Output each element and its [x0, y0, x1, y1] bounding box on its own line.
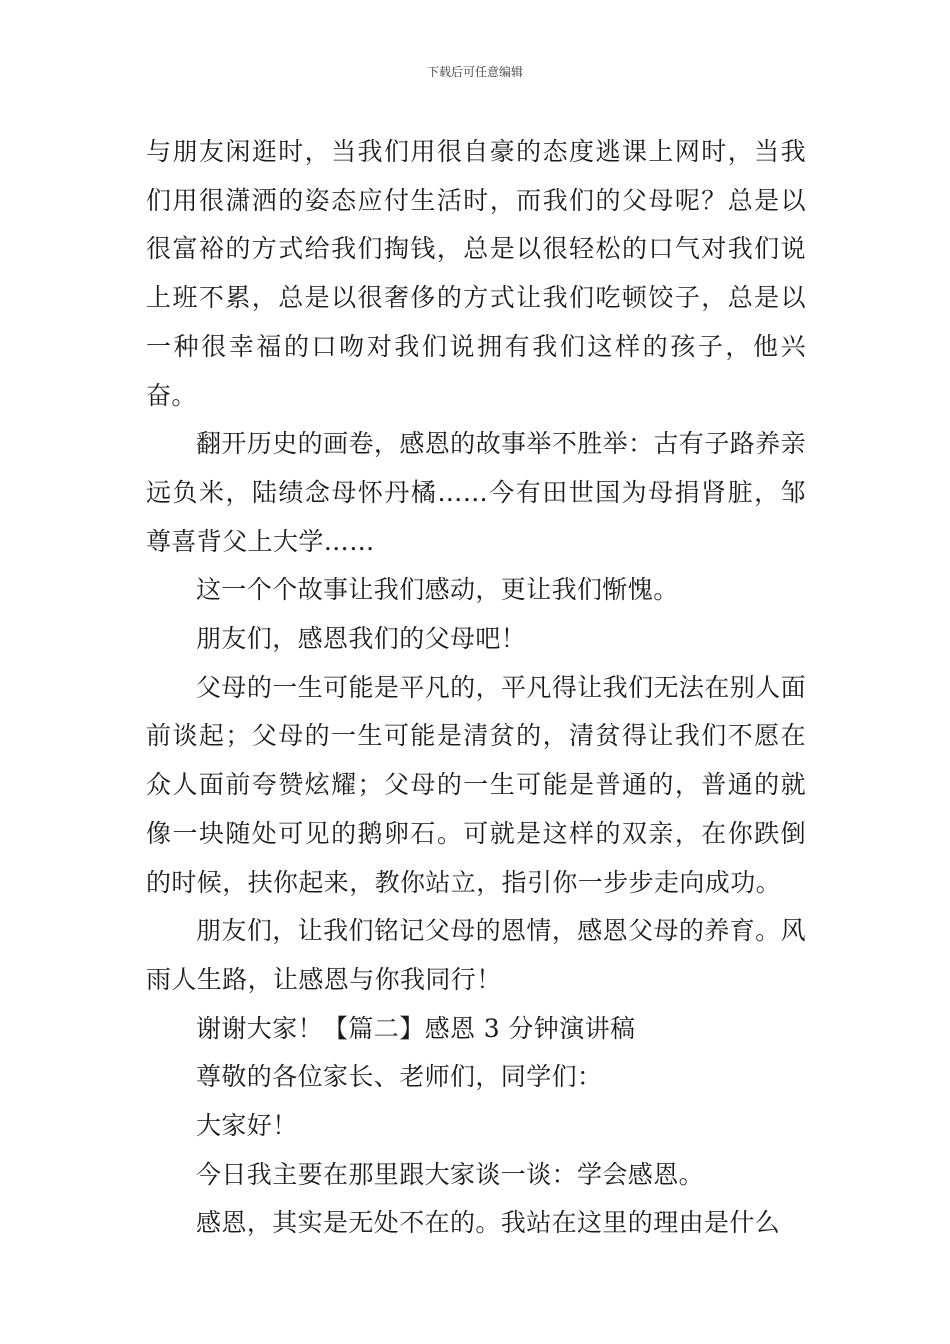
paragraph: 感恩，其实是无处不在的。我站在这里的理由是什么 [196, 1208, 781, 1238]
paragraph: 尊敬的各位家长、老师们，同学们： [196, 1062, 603, 1092]
page-header-note: 下载后可任意编辑 [426, 65, 523, 79]
paragraph: 谢谢大家！【篇二】感恩 3 分钟演讲稿 [196, 1013, 636, 1043]
paragraph: 这一个个故事让我们感动，更让我们惭愧。 [196, 575, 679, 605]
paragraph: 翻开历史的画卷，感恩的故事举不胜举：古有子路养亲远负米，陆绩念母怀丹橘……今有田世国为母捐肾脏，邹尊喜背父上大学…… [146, 429, 806, 556]
paragraph: 父母的一生可能是平凡的，平凡得让我们无法在别人面前谈起；父母的一生可能是清贫的，清贫得让我们不愿在众人面前夸赞炫耀；父母的一生可能是普通的，普通的就像一块随处可见的鹅卵石。可就是这样的双亲，在你跌倒的时候，扶你起来，教你站立，指引你一步步走向成功。 [146, 672, 806, 897]
paragraph: 朋友们，感恩我们的父母吧！ [196, 624, 527, 654]
paragraph: 今日我主要在那里跟大家谈一谈：学会感恩。 [196, 1159, 705, 1189]
paragraph: 大家好！ [196, 1111, 298, 1141]
paragraph: 朋友们，让我们铭记父母的恩情，感恩父母的养育。风雨人生路，让感恩与你我同行！ [146, 916, 806, 994]
paragraph: 与朋友闲逛时，当我们用很自豪的态度逃课上网时，当我们用很潇洒的姿态应付生活时，而我们的父母呢？总是以很富裕的方式给我们掏钱，总是以很轻松的口气对我们说上班不累，总是以很奢侈的方式让我们吃顿饺子，总是以一种很幸福的口吻对我们说拥有我们这样的孩子，他兴奋。 [146, 137, 806, 410]
document-body [146, 128, 806, 1248]
